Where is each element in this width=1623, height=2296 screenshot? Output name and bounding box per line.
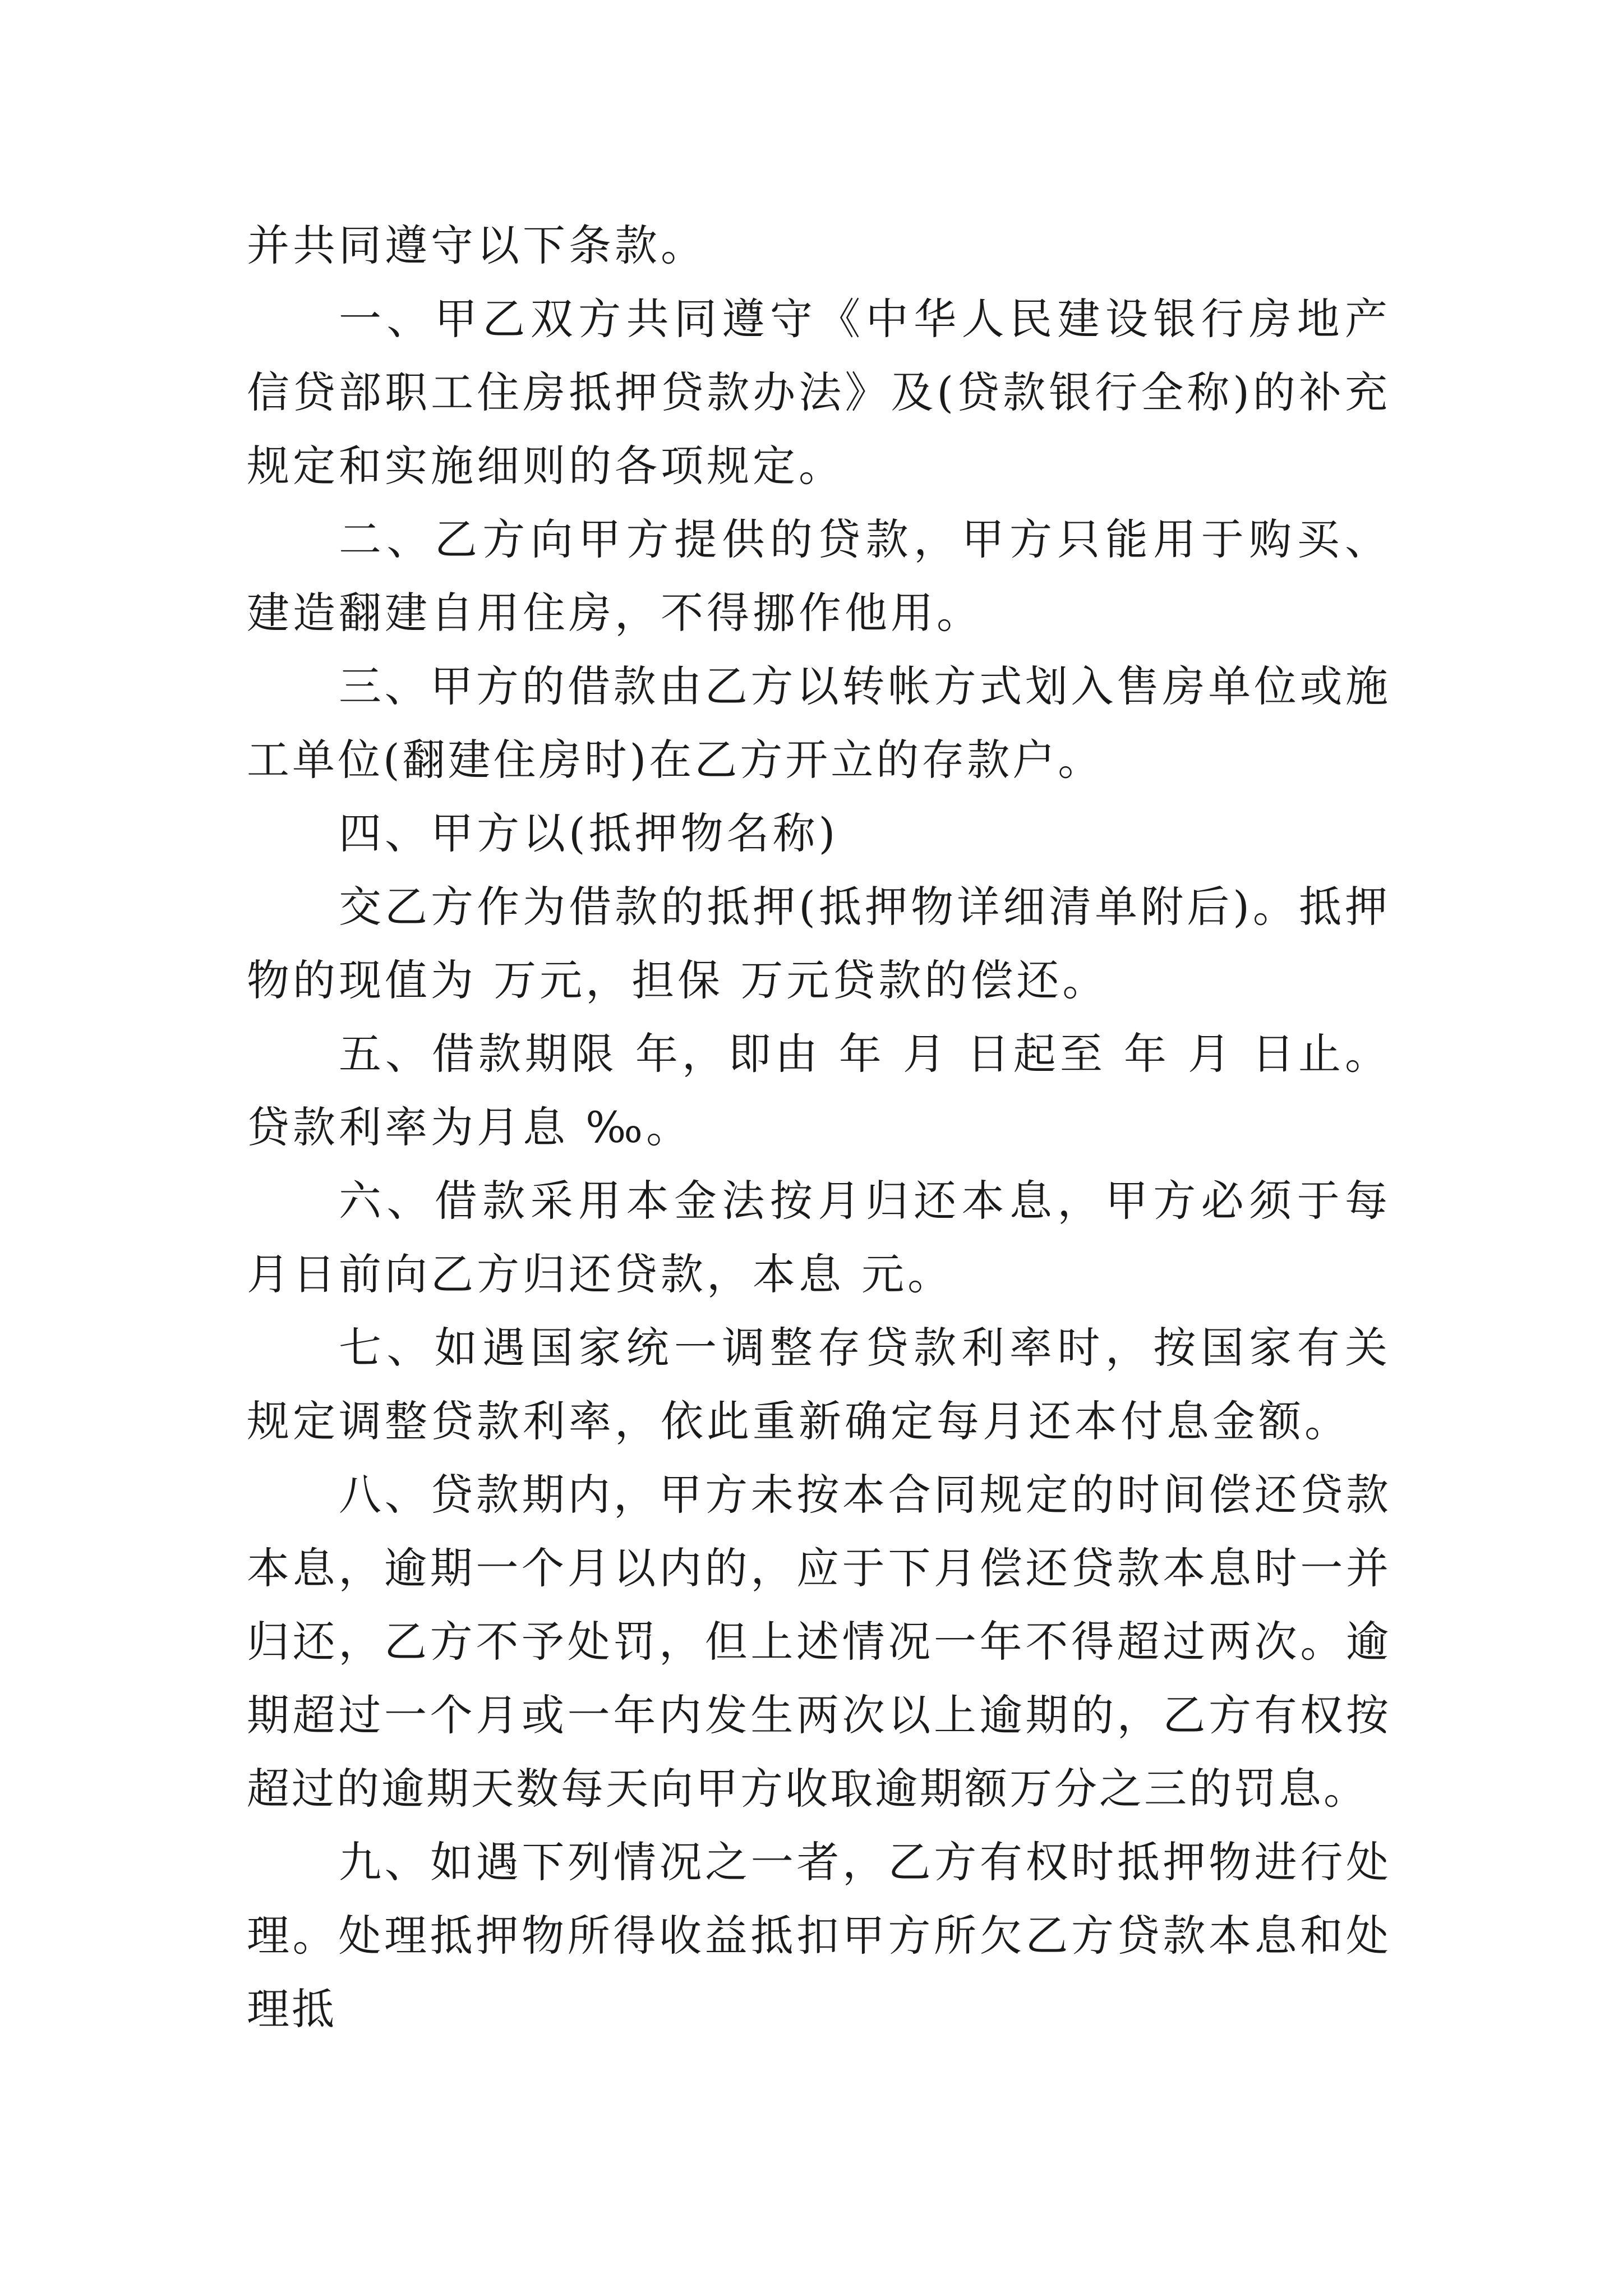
clause-9: 九、如遇下列情况之一者，乙方有权时抵押物进行处理。处理抵押物所得收益抵扣甲方所欠乙方贷款本息和处理抵 <box>247 1837 1391 2034</box>
clause-4: 四、甲方以(抵押物名称) <box>339 808 839 858</box>
paragraph-continuation: 并共同遵守以下条款。 <box>247 220 707 270</box>
clause-3: 三、甲方的借款由乙方以转帐方式划入售房单位或施工单位(翻建住房时)在乙方开立的存款户。 <box>247 661 1391 785</box>
clause-8: 八、贷款期内，甲方未按本合同规定的时间偿还贷款本息，逾期一个月以内的，应于下月偿还贷款本息时一并归还，乙方不予处罚，但上述情况一年不得超过两次。逾期超过一个月或一年内发生两次以上逾期的，乙方有权按超过的逾期天数每天向甲方收取逾期额万分之三的罚息。 <box>247 1470 1391 1814</box>
clause-2: 二、乙方向甲方提供的贷款，甲方只能用于购买、建造翻建自用住房，不得挪作他用。 <box>247 514 1391 638</box>
clause-4-continued: 交乙方作为借款的抵押(抵押物详细清单附后)。抵押物的现值为 万元，担保 万元贷款的偿还。 <box>247 882 1391 1005</box>
document-body <box>247 209 1391 2046</box>
clause-1: 一、甲乙双方共同遵守《中华人民建设银行房地产信贷部职工住房抵押贷款办法》及(贷款银行全称)的补充规定和实施细则的各项规定。 <box>247 294 1391 491</box>
clause-5: 五、借款期限 年，即由 年 月 日起至 年 月 日止。贷款利率为月息 ‰。 <box>247 1029 1391 1152</box>
clause-7: 七、如遇国家统一调整存贷款利率时，按国家有关规定调整贷款利率，依此重新确定每月还本付息金额。 <box>247 1323 1391 1446</box>
clause-6: 六、借款采用本金法按月归还本息，甲方必须于每月日前向乙方归还贷款，本息 元。 <box>247 1176 1391 1299</box>
